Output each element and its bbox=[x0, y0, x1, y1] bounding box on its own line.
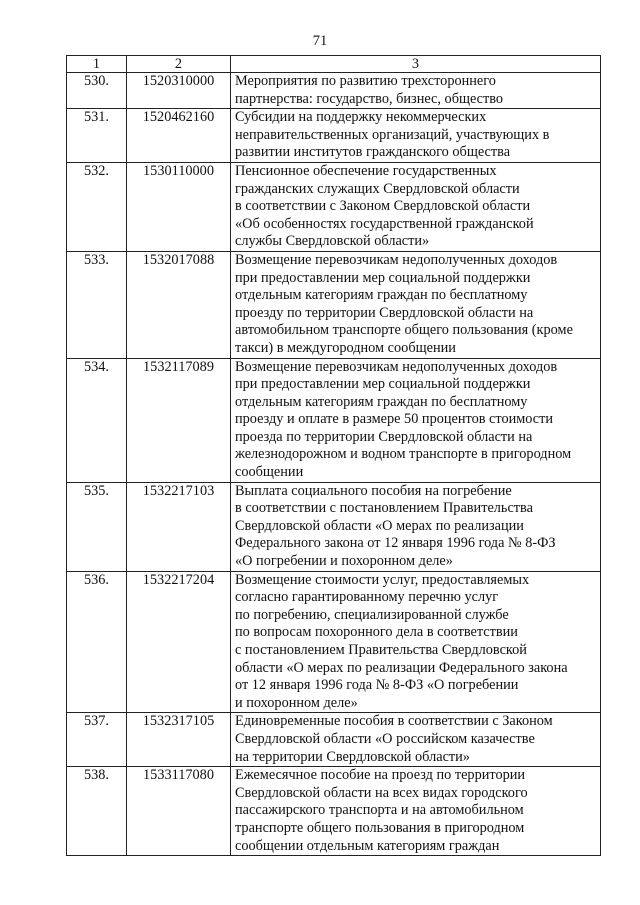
table-row bbox=[67, 73, 601, 109]
table-body bbox=[67, 73, 601, 856]
description-line: железнодорожном и водном транспорте в пригородном bbox=[235, 446, 572, 463]
description-line: проезду по территории Свердловской области на bbox=[235, 304, 534, 321]
table-row bbox=[67, 251, 601, 358]
table-row bbox=[67, 767, 601, 856]
description-line: партнерства: государство, бизнес, общество bbox=[235, 90, 504, 107]
description-line: Возмещение перевозчикам недополученных доходов bbox=[235, 358, 558, 375]
description-line: Возмещение перевозчикам недополученных доходов bbox=[235, 251, 558, 268]
item-description bbox=[231, 571, 601, 713]
description-line: Свердловской области «О российском казачестве bbox=[235, 730, 535, 747]
description-line: по погребению, специализированной службе bbox=[235, 606, 509, 623]
item-description bbox=[231, 73, 601, 109]
item-description bbox=[231, 162, 601, 251]
column-header-2: 2 bbox=[127, 56, 231, 73]
description-line: в соответствии с Законом Свердловской области bbox=[235, 198, 531, 215]
description-line: области «О мерах по реализации Федерального закона bbox=[235, 659, 568, 676]
row-number: 534. bbox=[67, 358, 127, 482]
description-line: в соответствии с постановлением Правительства bbox=[235, 500, 533, 517]
description-line: проезду и оплате в размере 50 процентов стоимости bbox=[235, 411, 554, 428]
description-line: неправительственных организаций, участвующих в bbox=[235, 126, 550, 143]
description-line: Единовременные пособия в соответствии с Законом bbox=[235, 713, 553, 730]
table-header-row bbox=[67, 56, 601, 73]
item-description bbox=[231, 713, 601, 767]
description-line: Свердловской области «О мерах по реализации bbox=[235, 517, 524, 534]
row-number: 533. bbox=[67, 251, 127, 358]
description-line: с постановлением Правительства Свердловской bbox=[235, 642, 527, 658]
budget-code: 1520462160 bbox=[127, 109, 231, 163]
description-line: Мероприятия по развитию трехстороннего bbox=[235, 73, 496, 89]
table-row bbox=[67, 162, 601, 251]
budget-code: 1532217103 bbox=[127, 482, 231, 571]
description-line: согласно гарантированному перечню услуг bbox=[235, 589, 499, 606]
description-line: Пенсионное обеспечение государственных bbox=[235, 162, 497, 179]
description-line: отдельным категориям граждан по бесплатному bbox=[235, 287, 528, 304]
row-number: 537. bbox=[67, 713, 127, 767]
item-description bbox=[231, 482, 601, 571]
table-row bbox=[67, 482, 601, 571]
budget-code: 1532317105 bbox=[127, 713, 231, 767]
description-line: Выплата социального пособия на погребение bbox=[235, 482, 512, 499]
description-line: транспорте общего пользования в пригородном bbox=[235, 819, 525, 836]
description-line: такси) в междугородном сообщении bbox=[235, 339, 456, 356]
item-description bbox=[231, 109, 601, 163]
description-line: Федерального закона от 12 января 1996 года № 8-ФЗ bbox=[235, 535, 556, 552]
description-line: «О погребении и похоронном деле» bbox=[235, 553, 453, 570]
description-line: службы Свердловской области» bbox=[235, 233, 430, 250]
budget-code: 1532217204 bbox=[127, 571, 231, 713]
column-header-1: 1 bbox=[67, 56, 127, 73]
row-number: 530. bbox=[67, 73, 127, 109]
description-line: по вопросам похоронного дела в соответствии bbox=[235, 624, 518, 641]
item-description bbox=[231, 767, 601, 856]
row-number: 538. bbox=[67, 767, 127, 856]
budget-code: 1533117080 bbox=[127, 767, 231, 856]
description-line: пассажирского транспорта и на автомобильном bbox=[235, 802, 524, 819]
column-header-3: 3 bbox=[231, 56, 601, 73]
description-line: сообщении bbox=[235, 464, 304, 481]
description-line: при предоставлении мер социальной поддержки bbox=[235, 269, 531, 286]
description-line: Возмещение стоимости услуг, предоставляемых bbox=[235, 571, 530, 588]
description-line: на территории Свердловской области» bbox=[235, 748, 470, 765]
row-number: 535. bbox=[67, 482, 127, 571]
table-row bbox=[67, 571, 601, 713]
description-line: отдельным категориям граждан по бесплатному bbox=[235, 393, 528, 410]
page-number: 71 bbox=[312, 33, 328, 49]
description-line: Субсидии на поддержку некоммерческих bbox=[235, 109, 487, 126]
table-row bbox=[67, 713, 601, 767]
description-line: проезда по территории Свердловской области на bbox=[235, 428, 533, 445]
description-line: сообщении отдельным категориям граждан bbox=[235, 837, 500, 854]
budget-codes-table bbox=[66, 55, 601, 856]
description-line: развитии институтов гражданского общества bbox=[235, 144, 511, 161]
description-line: Свердловской области на всех видах городского bbox=[235, 784, 528, 801]
description-line: «Об особенностях государственной гражданской bbox=[235, 215, 534, 232]
row-number: 536. bbox=[67, 571, 127, 713]
budget-code: 1520310000 bbox=[127, 73, 231, 109]
description-line: и похоронном деле» bbox=[235, 694, 358, 711]
row-number: 531. bbox=[67, 109, 127, 163]
table-row bbox=[67, 358, 601, 482]
budget-code: 1532117089 bbox=[127, 358, 231, 482]
table-row bbox=[67, 109, 601, 163]
description-line: гражданских служащих Свердловской области bbox=[235, 180, 520, 197]
description-line: от 12 января 1996 года № 8-ФЗ «О погребении bbox=[235, 677, 519, 694]
description-line: при предоставлении мер социальной поддержки bbox=[235, 376, 531, 393]
budget-code: 1530110000 bbox=[127, 162, 231, 251]
item-description bbox=[231, 251, 601, 358]
row-number: 532. bbox=[67, 162, 127, 251]
description-line: Ежемесячное пособие на проезд по территории bbox=[235, 767, 526, 784]
description-line: автомобильном транспорте общего пользования (кроме bbox=[235, 322, 573, 339]
budget-code: 1532017088 bbox=[127, 251, 231, 358]
item-description bbox=[231, 358, 601, 482]
